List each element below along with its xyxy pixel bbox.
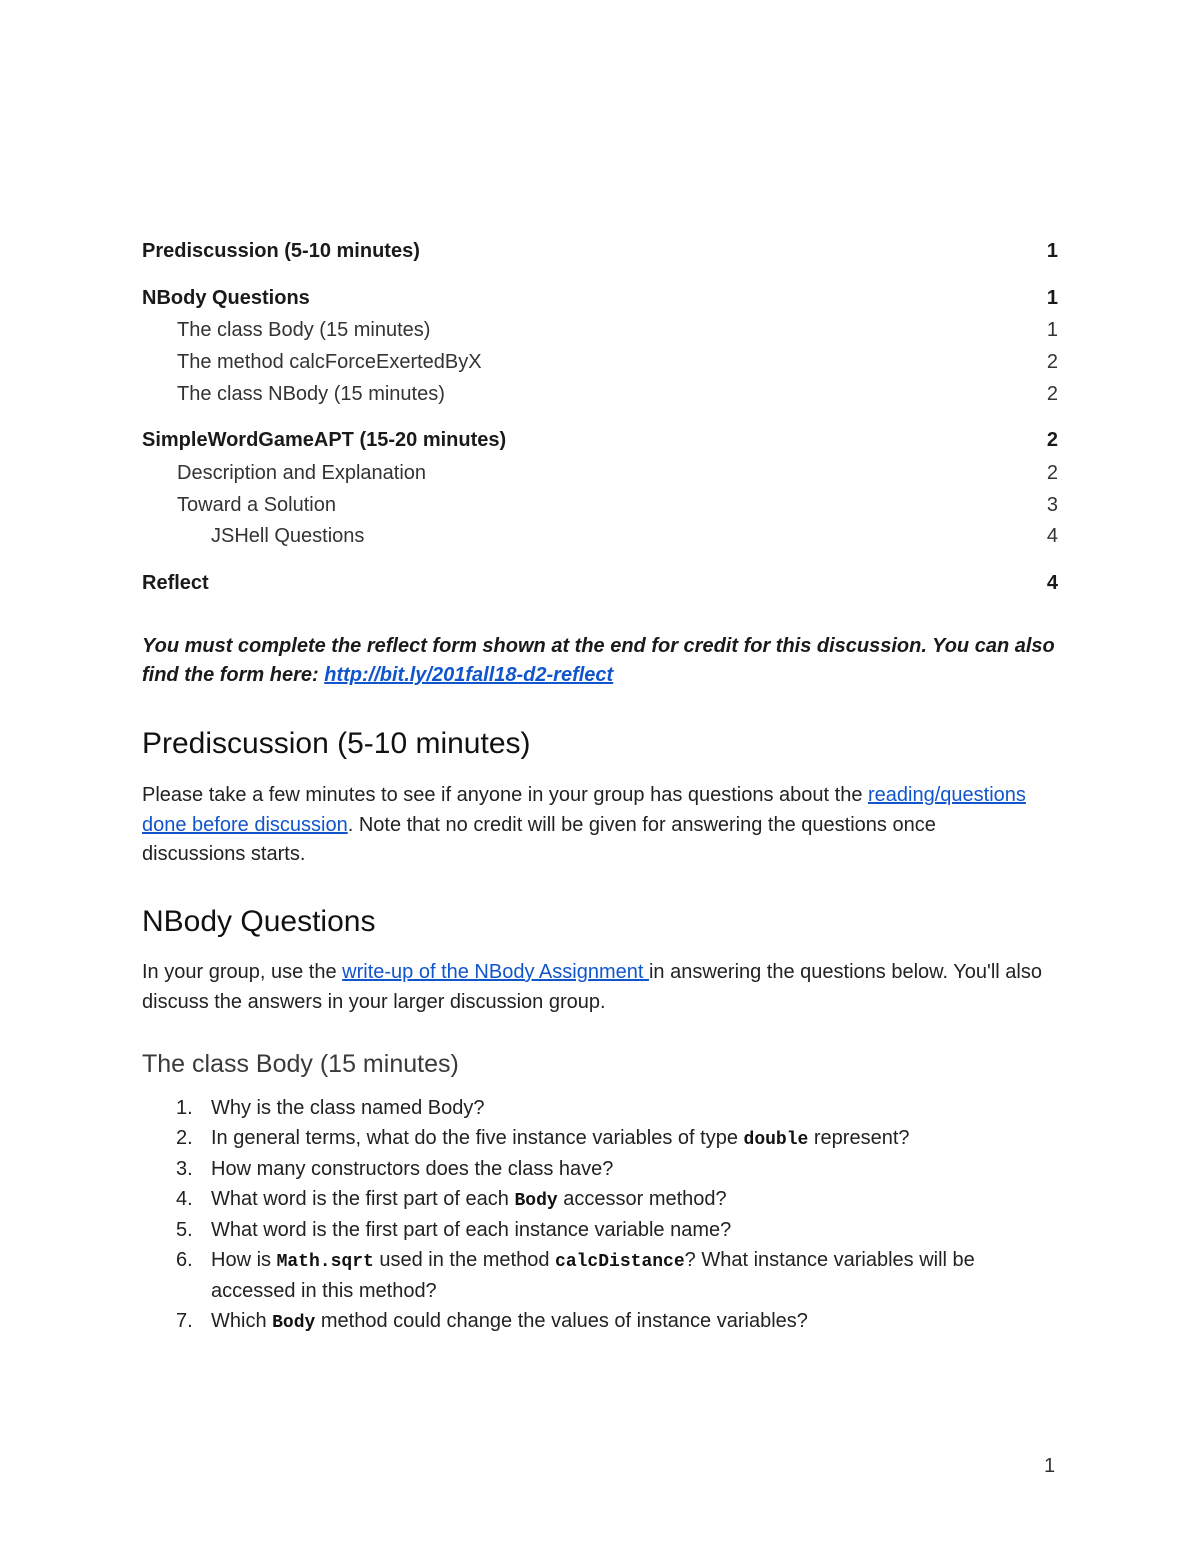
question-number: 2. [176, 1126, 193, 1149]
reflect-notice-text: You must complete the reflect form shown at the end for credit for this discussion. You can also find the form here: [142, 635, 1055, 686]
question-number: 6. [176, 1248, 193, 1271]
question-number: 3. [176, 1158, 193, 1180]
question-list [142, 1094, 1042, 1338]
section-heading-prediscussion: Prediscussion (5-10 minutes) [142, 727, 531, 760]
question-text: Which [211, 1309, 273, 1332]
toc-entry-label: NBody Questions [142, 287, 310, 309]
section-heading-nbody: NBody Questions [142, 905, 376, 938]
question-text: What word is the first part of each instance variable name? [211, 1219, 732, 1241]
toc-entry[interactable] [142, 347, 1058, 377]
toc-entry-label: Toward a Solution [177, 494, 336, 516]
question-number: 1. [176, 1097, 193, 1119]
toc-entry-label: The class NBody (15 minutes) [177, 383, 445, 405]
question-text: In general terms, what do the five instance variables of type [211, 1126, 744, 1149]
toc-entry[interactable] [142, 568, 1058, 598]
list-item [142, 1155, 1042, 1185]
code-term: Body [272, 1312, 316, 1333]
question-text: How many constructors does the class have? [211, 1158, 614, 1180]
question-text: represent? [808, 1126, 910, 1149]
code-term: Math.sqrt [276, 1251, 374, 1272]
page-number: 1 [1044, 1455, 1056, 1477]
list-item [142, 1307, 1042, 1339]
toc-entry-page: 3 [1046, 494, 1058, 516]
paragraph-text: . Note that no credit will be given for answering the questions once discussions starts. [142, 813, 936, 865]
question-number: 7. [176, 1309, 193, 1332]
code-term: Body [514, 1190, 558, 1211]
question-text: method could change the values of instance variables? [315, 1309, 808, 1332]
toc-entry[interactable] [142, 283, 1058, 313]
toc-entry-label: SimpleWordGameAPT (15-20 minutes) [142, 429, 507, 451]
toc-entry[interactable] [142, 458, 1058, 488]
reading-questions-link[interactable]: reading/questions done before discussion [142, 784, 1026, 836]
paragraph-text: In your group, use the [142, 961, 343, 983]
list-item [142, 1094, 1042, 1124]
question-number: 5. [176, 1219, 193, 1241]
toc-entry-page: 1 [1046, 240, 1058, 262]
toc-entry[interactable] [142, 521, 1058, 551]
question-text: Why is the class named Body? [211, 1097, 485, 1119]
toc-entry[interactable] [142, 315, 1058, 345]
toc-entry-page: 2 [1046, 462, 1058, 484]
prediscussion-paragraph [142, 781, 1042, 870]
paragraph-text: Please take a few minutes to see if anyone in your group has questions about the [142, 784, 869, 806]
nbody-assignment-link[interactable]: write-up of the NBody Assignment [342, 961, 649, 983]
toc-entry-page: 1 [1046, 319, 1058, 341]
question-text: How is [211, 1248, 277, 1271]
toc-entry[interactable] [142, 425, 1058, 455]
toc-entry-page: 1 [1046, 287, 1058, 309]
toc-entry-page: 2 [1046, 383, 1058, 405]
question-text: used in the method [373, 1248, 556, 1271]
toc-entry-page: 4 [1046, 572, 1058, 594]
reflect-form-link[interactable]: http://bit.ly/201fall18-d2-reflect [324, 664, 614, 686]
toc-entry-label: JSHell Questions [211, 525, 365, 547]
question-text: What word is the first part of each [211, 1187, 515, 1210]
subsection-heading-class-body: The class Body (15 minutes) [142, 1050, 459, 1078]
code-term: calcDistance [555, 1251, 685, 1272]
reflect-notice [142, 632, 1062, 690]
question-number: 4. [176, 1187, 193, 1210]
toc-entry-label: Prediscussion (5-10 minutes) [142, 240, 420, 262]
toc-entry-label: The class Body (15 minutes) [177, 319, 431, 341]
toc-entry-label: Reflect [142, 572, 209, 594]
list-item [142, 1124, 1042, 1156]
nbody-paragraph [142, 958, 1042, 1017]
toc-entry-page: 4 [1046, 525, 1058, 547]
toc-entry[interactable] [142, 236, 1058, 266]
code-term: double [743, 1129, 809, 1150]
toc-entry[interactable] [142, 379, 1058, 409]
list-item [142, 1216, 1042, 1246]
paragraph-text: in answering the questions below. You'll also discuss the answers in your larger discussion group. [142, 961, 1042, 1013]
toc-entry-page: 2 [1046, 429, 1058, 451]
list-item [142, 1246, 1042, 1307]
toc-entry-page: 2 [1046, 351, 1058, 373]
question-text: accessor method? [557, 1187, 727, 1210]
toc-entry-label: The method calcForceExertedByX [177, 351, 482, 373]
list-item [142, 1185, 1042, 1217]
toc-entry-label: Description and Explanation [177, 462, 427, 484]
question-text: ? What instance variables will be accessed in this method? [211, 1248, 975, 1302]
toc-entry[interactable] [142, 490, 1058, 520]
